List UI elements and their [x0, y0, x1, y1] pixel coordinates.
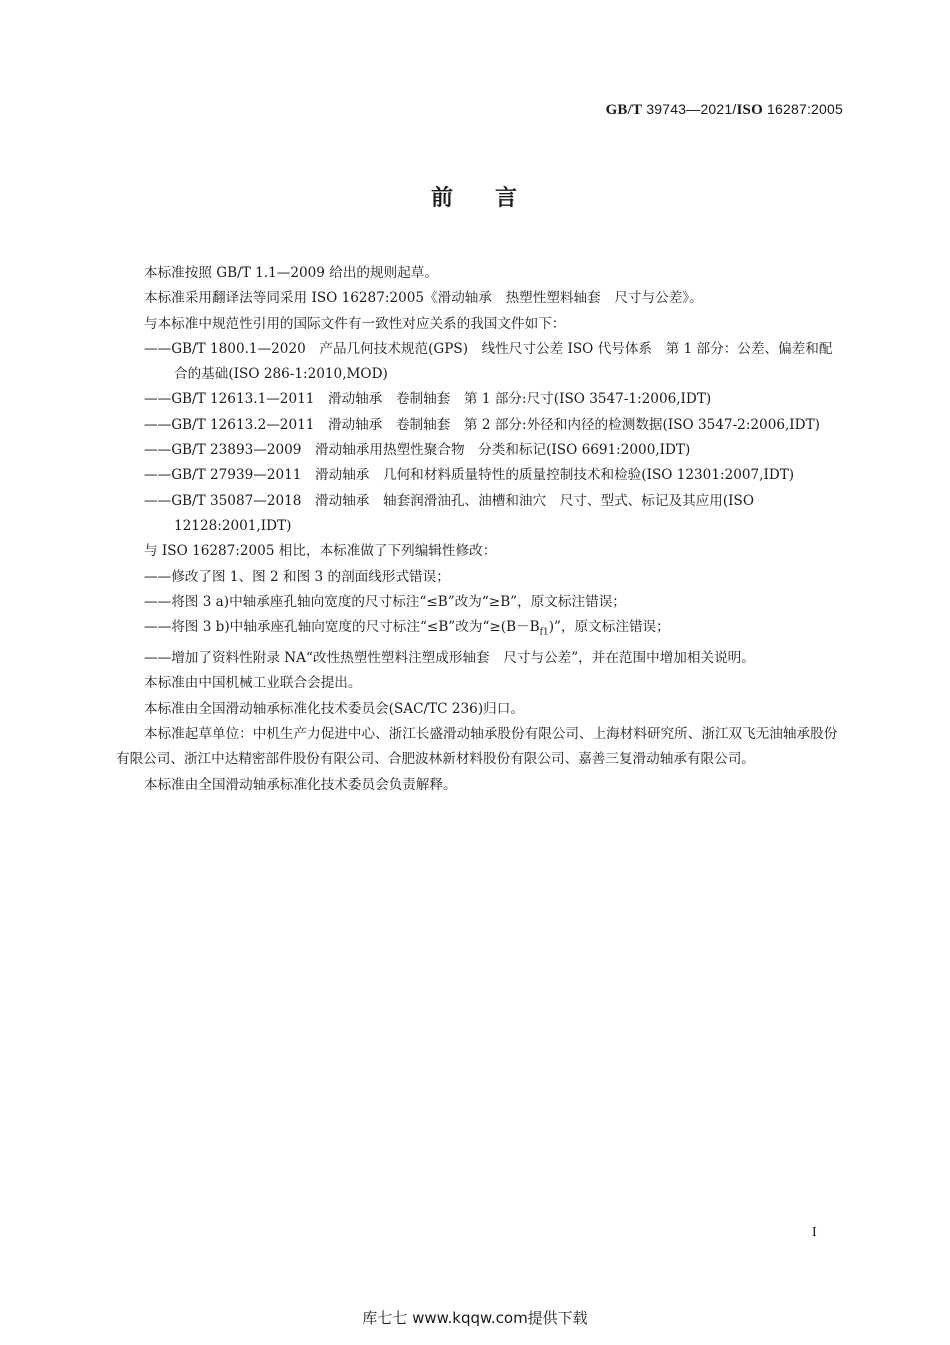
modification-text: ——将图 3 b)中轴承座孔轴向宽度的尺寸标注“≤B”改为“≥(B－B: [144, 619, 540, 636]
page-number: I: [812, 1225, 817, 1240]
paragraph-drafters: [116, 722, 844, 773]
std-number: 39743—2021/: [646, 101, 737, 117]
modification-item: ——增加了资料性附录 NA“改性热塑性塑料注塑成形轴套 尺寸与公差”，并在范围中增加相关说明。: [144, 650, 755, 667]
download-footer: 库七七 www.kqqw.com提供下载: [362, 1309, 588, 1327]
reference-item: ——GB/T 12613.2—2011 滑动轴承 卷制轴套 第 2 部分:外径和内径的检测数据(ISO 3547-2:2006,IDT): [144, 416, 820, 433]
title-right: 言: [495, 186, 520, 211]
std-prefix: GB/T: [605, 102, 643, 118]
paragraph-ref-intro: 与本标准中规范性引用的国际文件有一致性对应关系的我国文件如下：: [144, 315, 566, 332]
reference-item: ——GB/T 12613.1—2011 滑动轴承 卷制轴套 第 1 部分:尺寸(ISO 3547-1:2006,IDT): [144, 391, 712, 408]
paragraph-committee: 本标准由全国滑动轴承标准化技术委员会(SAC/TC 236)归口。: [144, 700, 524, 717]
foreword-body: [116, 261, 844, 798]
reference-item: ——GB/T 23893—2009 滑动轴承用热塑性聚合物 分类和标记(ISO 6691:2000,IDT): [144, 442, 691, 459]
reference-item: ——GB/T 27939—2011 滑动轴承 几何和材料质量特性的质量控制技术和检验(ISO 12301:2007,IDT): [144, 467, 795, 484]
modification-item: [144, 615, 844, 646]
modification-item: ——将图 3 a)中轴承座孔轴向宽度的尺寸标注“≤B”改为“≥B”，原文标注错误；: [144, 593, 626, 610]
subscript: f1: [539, 627, 549, 638]
iso-prefix: ISO: [736, 102, 763, 118]
title-left: 前: [430, 186, 455, 211]
modification-tail: )”，原文标注错误；: [548, 619, 670, 636]
paragraph-proposer: 本标准由中国机械工业联合会提出。: [144, 675, 362, 692]
standard-code-header: [606, 101, 843, 119]
drafters-text: 本标准起草单位：中机生产力促进中心、浙江长盛滑动轴承股份有限公司、上海材料研究所、浙江双飞无油轴承股份有限公司、浙江中达精密部件股份有限公司、合肥波林新材料股份有限公司、嘉善三复滑动轴承有限公司。: [116, 726, 838, 768]
page-title: [0, 181, 950, 212]
modification-item: ——修改了图 1、图 2 和图 3 的剖面线形式错误；: [144, 568, 450, 585]
paragraph-interpretation: 本标准由全国滑动轴承标准化技术委员会负责解释。: [144, 776, 457, 793]
paragraph-drafting-rules: 本标准按照 GB/T 1.1—2009 给出的规则起草。: [144, 265, 438, 281]
paragraph-mod-intro: 与 ISO 16287:2005 相比，本标准做了下列编辑性修改：: [144, 543, 497, 560]
paragraph-adoption: 本标准采用翻译法等同采用 ISO 16287:2005《滑动轴承 热塑性塑料轴套 尺寸与公差》。: [144, 290, 703, 307]
iso-number: 16287:2005: [767, 101, 843, 117]
reference-item: ——GB/T 35087—2018 滑动轴承 轴套润滑油孔、油槽和油穴 尺寸、型式、标记及其应用(ISO 12128:2001,IDT): [144, 492, 754, 534]
reference-item: ——GB/T 1800.1—2020 产品几何技术规范(GPS) 线性尺寸公差 ISO 代号体系 第 1 部分：公差、偏差和配合的基础(ISO 286-1:2010,MOD): [144, 340, 833, 383]
